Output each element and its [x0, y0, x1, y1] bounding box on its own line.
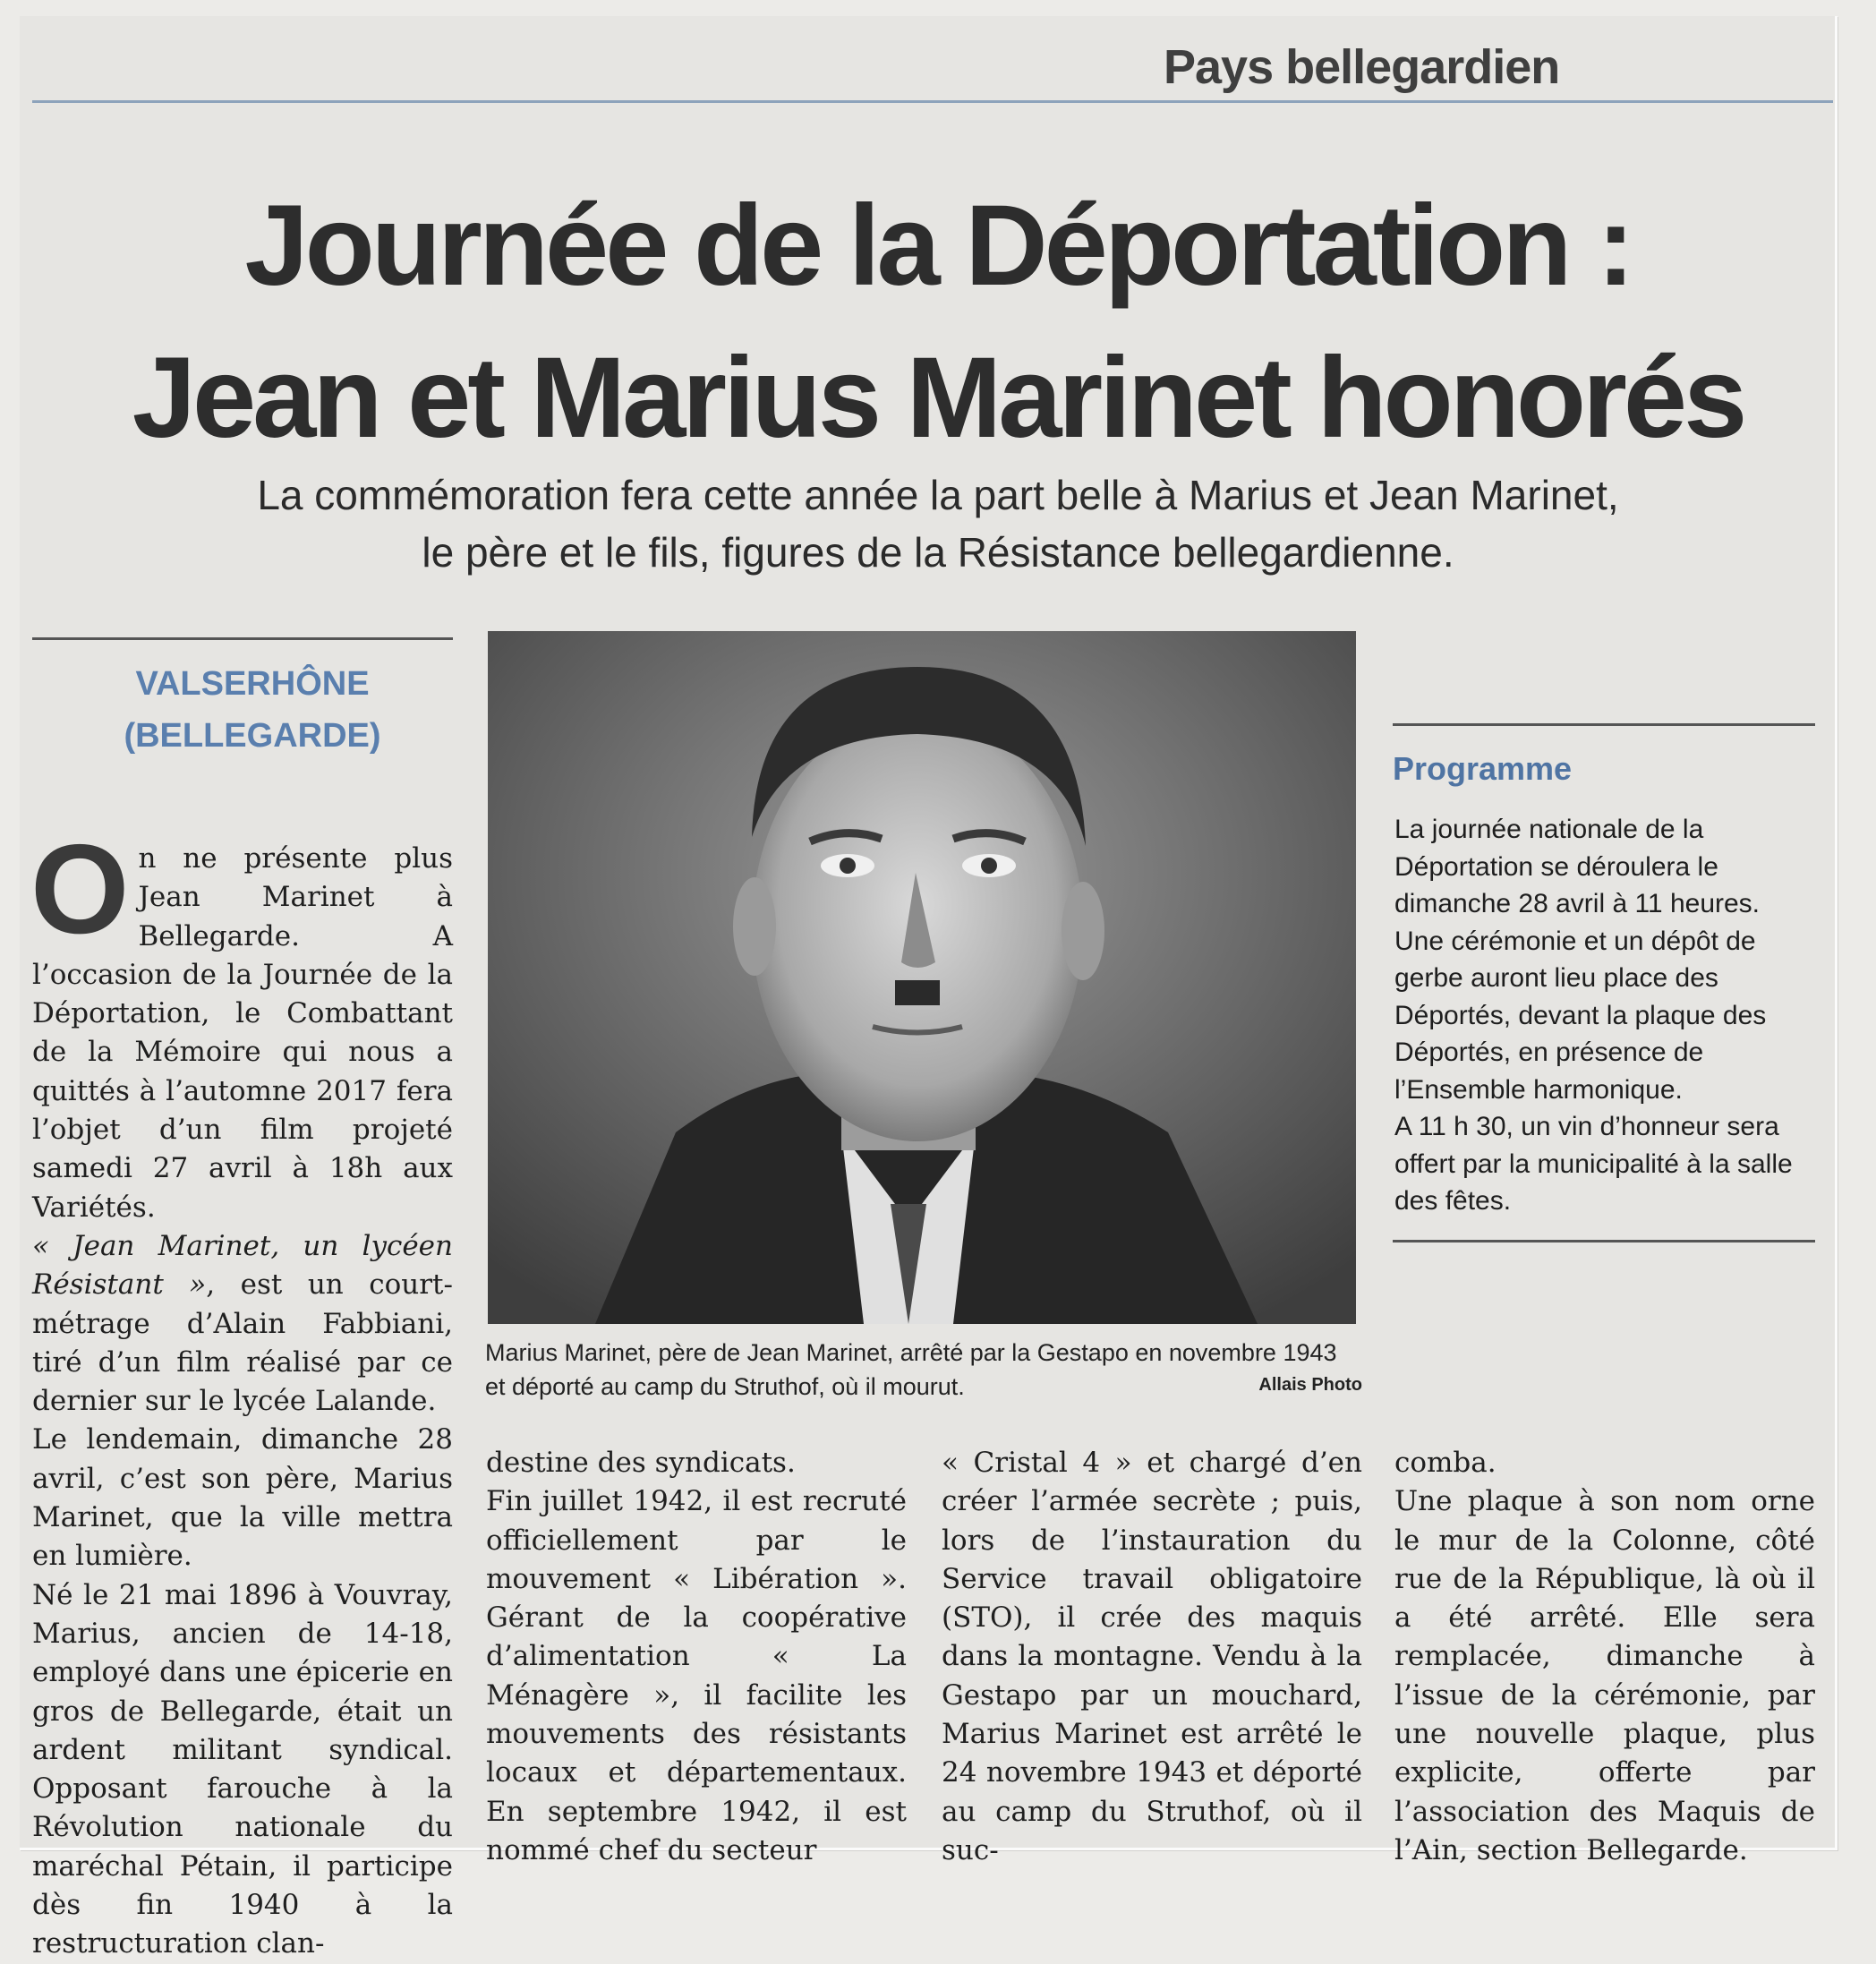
programme-body: [1394, 811, 1815, 1220]
subhead-line-1: La commémoration fera cette année la part belle à Marius et Jean Marinet,: [257, 472, 1619, 518]
photo-caption: Marius Marinet, père de Jean Marinet, arrêté par la Gestapo en novembre 1943 et déporté au camp du Struthof, où il mourut.: [485, 1339, 1337, 1400]
portrait-image: [488, 631, 1356, 1324]
programme-rule-top: [1393, 723, 1815, 726]
article-column-1: [30, 818, 453, 1964]
paragraph-lendemain: Le lendemain, dimanche 28 avril, c’est son père, Marius Marinet, que la ville mettra en lumière.: [32, 1423, 453, 1573]
headline-line-1: Journée de la Déportation :: [244, 182, 1632, 310]
paragraph-intro: n ne présente plus Jean Marinet à Bellegarde. A l’occasion de la Journée de la Déportation, le Combattant de la Mémoire qui nous a quittés à l’automne 2017 fera l’objet d’un film projeté samedi 27 avril à 18h aux Variétés.: [32, 842, 453, 1224]
article-column-4: [1394, 1444, 1815, 1870]
portrait-photo: [488, 631, 1356, 1324]
headline-line-2: Jean et Marius Marinet honorés: [132, 334, 1744, 462]
programme-paragraph-1: La journée nationale de la Déportation se déroulera le dimanche 28 avril à 11 heures. Une cérémonie et un dépôt de gerbe auront lieu place des Déportés, devant la plaque des Déportés, en présence de l’Ensemble harmonique.: [1394, 815, 1767, 1105]
paragraph-plaque: Une plaque à son nom orne le mur de la Colonne, côté rue de la République, là où il a été arrêté. Elle sera remplacée, dimanche à l’issue de la cérémonie, par une nouvelle plaque, plus explicite, offerte par l’association des Maquis de l’Ain, section Bellegarde.: [1394, 1485, 1815, 1866]
paragraph-biography: Né le 21 mai 1896 à Vouvray, Marius, ancien de 14-18, employé dans une épicerie en gros de Bellegarde, était un ardent militant syndical. Opposant farouche à la Révolution nationale du maréchal Pétain, il participe dès fin 1940 à la restructuration clan-: [32, 1578, 453, 1960]
paragraph-film: , est un court-métrage d’Alain Fabbiani, tiré d’un film réalisé par ce dernier sur le lycée Lalande.: [32, 1268, 453, 1418]
header-rule: [32, 100, 1833, 103]
film-title: « Jean Marinet, un lycéen Résistant »: [32, 1229, 453, 1302]
programme-title: Programme: [1393, 750, 1573, 787]
photo-caption-block: [485, 1336, 1362, 1404]
programme-paragraph-2: A 11 h 30, un vin d’honneur sera offert par la municipalité à la salle des fêtes.: [1394, 1112, 1793, 1216]
paragraph-continuation: destine des syndicats.: [486, 1447, 796, 1479]
location-dateline: [118, 658, 387, 762]
article-column-3: [942, 1444, 1362, 1870]
location-city: VALSERHÔNE: [135, 665, 370, 703]
location-area: (BELLEGARDE): [124, 717, 381, 755]
article-column-2: [486, 1444, 907, 1870]
section-title: Pays bellegardien: [1164, 40, 1560, 94]
subhead-line-2: le père et le fils, figures de la Résistance bellegardienne.: [422, 529, 1454, 576]
column-rule-left: [32, 637, 453, 640]
drop-cap: O: [30, 818, 130, 961]
photo-credit: Allais Photo: [1258, 1375, 1362, 1395]
paragraph-recruitment: Fin juillet 1942, il est recruté officiellement par le mouvement « Libération ». Gérant de la coopérative d’alimentation « La Ménagère », il facilite les mouvements des résistants locaux et départementaux. En septembre 1942, il est nommé chef du secteur: [486, 1485, 907, 1866]
paragraph-end: comba.: [1394, 1447, 1497, 1479]
programme-rule-bottom: [1393, 1240, 1815, 1242]
paragraph-arrest: « Cristal 4 » et chargé d’en créer l’armée secrète ; puis, lors de l’instauration du Service travail obligatoire (STO), il crée des maquis dans la montagne. Vendu à la Gestapo par un mouchard, Marius Marinet est arrêté le 24 novembre 1943 et déporté au camp du Struthof, où il suc-: [942, 1447, 1362, 1866]
